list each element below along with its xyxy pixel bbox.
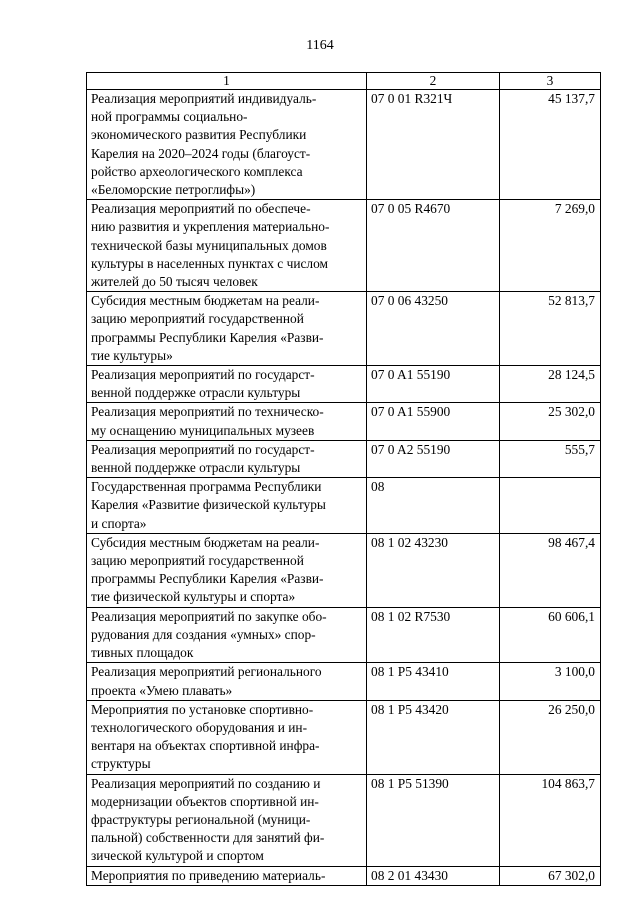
table-row [87,774,601,866]
row-name-line: зацию мероприятий государственной [91,311,304,327]
row-name-line: программы Республики Карелия «Разви- [91,571,324,587]
row-name-line: нию развития и укрепления материально- [91,219,330,235]
row-name-line: Карелия «Развитие физической культуры [91,497,326,513]
table-row [87,866,601,885]
table-row [87,200,601,292]
row-name-cell [87,774,367,866]
row-name-cell [87,533,367,607]
row-code-cell: 07 0 05 R4670 [367,200,500,292]
row-name-line: му оснащению муниципальных музеев [91,422,315,438]
row-name-line: ной программы социально- [91,109,248,125]
row-name-cell [87,440,367,477]
row-name-line: вентаря на объектах спортивной инфра- [91,738,320,754]
row-name-line: Реализация мероприятий по техническо- [91,404,324,420]
row-amount-cell: 25 302,0 [500,403,601,440]
row-name-line: Реализация мероприятий по закупке обо- [91,608,327,624]
row-code-cell: 07 0 01 R321Ч [367,90,500,200]
row-code-cell: 07 0 A1 55190 [367,366,500,403]
table-row [87,366,601,403]
row-name-line: Реализация мероприятий по созданию и [91,775,321,791]
row-amount-cell: 52 813,7 [500,292,601,366]
row-name-line: Карелия на 2020–2024 годы (благоуст- [91,145,311,161]
column-header-name: 1 [87,73,367,90]
row-name-cell [87,663,367,700]
table-header [87,73,601,90]
row-name-line: фраструктуры региональной (муници- [91,811,311,827]
row-amount-cell: 3 100,0 [500,663,601,700]
row-code-cell: 08 2 01 43430 [367,866,500,885]
row-name-line: Реализация мероприятий по государст- [91,367,315,383]
row-code-cell: 07 0 06 43250 [367,292,500,366]
row-amount-cell: 104 863,7 [500,774,601,866]
row-code-cell: 08 1 P5 43410 [367,663,500,700]
row-amount-cell: 28 124,5 [500,366,601,403]
column-header-code: 2 [367,73,500,90]
row-name-line: и спорта» [91,515,147,531]
row-amount-cell: 555,7 [500,440,601,477]
row-name-line: венной поддержке отрасли культуры [91,385,301,401]
row-name-line: экономического развития Республики [91,127,307,143]
table-row [87,403,601,440]
budget-table [86,72,601,886]
row-name-cell [87,90,367,200]
page-number: 1164 [306,38,334,53]
row-amount-cell: 98 467,4 [500,533,601,607]
table-row [87,663,601,700]
row-name-line: тие физической культуры и спорта» [91,589,296,605]
table-row [87,292,601,366]
row-name-line: рудования для создания «умных» спор- [91,626,316,642]
row-name-cell [87,200,367,292]
row-name-line: жителей до 50 тысяч человек [91,274,258,290]
row-name-line: Реализация мероприятий по государст- [91,441,315,457]
row-name-line: пальной) собственности для занятий фи- [91,830,325,846]
row-name-cell [87,292,367,366]
row-name-cell [87,366,367,403]
row-code-cell: 07 0 A2 55190 [367,440,500,477]
row-name-line: тивных площадок [91,645,194,661]
header-row [87,73,601,90]
row-amount-cell: 45 137,7 [500,90,601,200]
row-amount-cell: 7 269,0 [500,200,601,292]
row-name-line: Субсидия местным бюджетам на реали- [91,293,320,309]
row-code-cell: 08 [367,478,500,534]
row-name-line: культуры в населенных пунктах с числом [91,255,329,271]
row-name-cell [87,607,367,663]
row-name-line: зической культурой и спортом [91,848,264,864]
row-name-line: модернизации объектов спортивной ин- [91,793,319,809]
table-body [87,90,601,886]
row-name-line: «Беломорские петроглифы») [91,182,256,198]
row-code-cell: 08 1 P5 43420 [367,700,500,774]
row-name-line: программы Республики Карелия «Разви- [91,329,324,345]
row-name-line: Мероприятия по установке спортивно- [91,701,314,717]
table-row [87,440,601,477]
row-amount-cell: 67 302,0 [500,866,601,885]
row-name-line: Реализация мероприятий индивидуаль- [91,91,317,106]
row-name-line: тие культуры» [91,347,173,363]
row-name-line: Субсидия местным бюджетам на реали- [91,534,320,550]
row-name-line: Государственная программа Республики [91,479,322,495]
row-name-line: структуры [91,756,151,772]
row-code-cell: 08 1 02 43230 [367,533,500,607]
row-amount-cell: 26 250,0 [500,700,601,774]
table-row [87,700,601,774]
table-row [87,90,601,200]
row-name-line: Реализация мероприятий регионального [91,664,322,680]
column-header-amount: 3 [500,73,601,90]
row-name-cell [87,700,367,774]
row-name-line: Реализация мероприятий по обеспече- [91,201,311,217]
row-code-cell: 08 1 02 R7530 [367,607,500,663]
table-row [87,533,601,607]
row-code-cell: 08 1 P5 51390 [367,774,500,866]
row-name-line: проекта «Умею плавать» [91,682,233,698]
row-name-line: технологического оборудования и ин- [91,719,308,735]
row-name-line: технической базы муниципальных домов [91,237,327,253]
table-row [87,478,601,534]
row-name-line: Мероприятия по приведению материаль- [91,867,326,883]
row-name-cell [87,403,367,440]
row-name-line: зацию мероприятий государственной [91,553,304,569]
row-amount-cell: 60 606,1 [500,607,601,663]
table-row [87,607,601,663]
row-name-line: венной поддержке отрасли культуры [91,460,301,476]
row-name-cell [87,478,367,534]
row-code-cell: 07 0 A1 55900 [367,403,500,440]
row-name-cell [87,866,367,885]
row-amount-cell [500,478,601,534]
row-name-line: ройство археологического комплекса [91,163,303,179]
